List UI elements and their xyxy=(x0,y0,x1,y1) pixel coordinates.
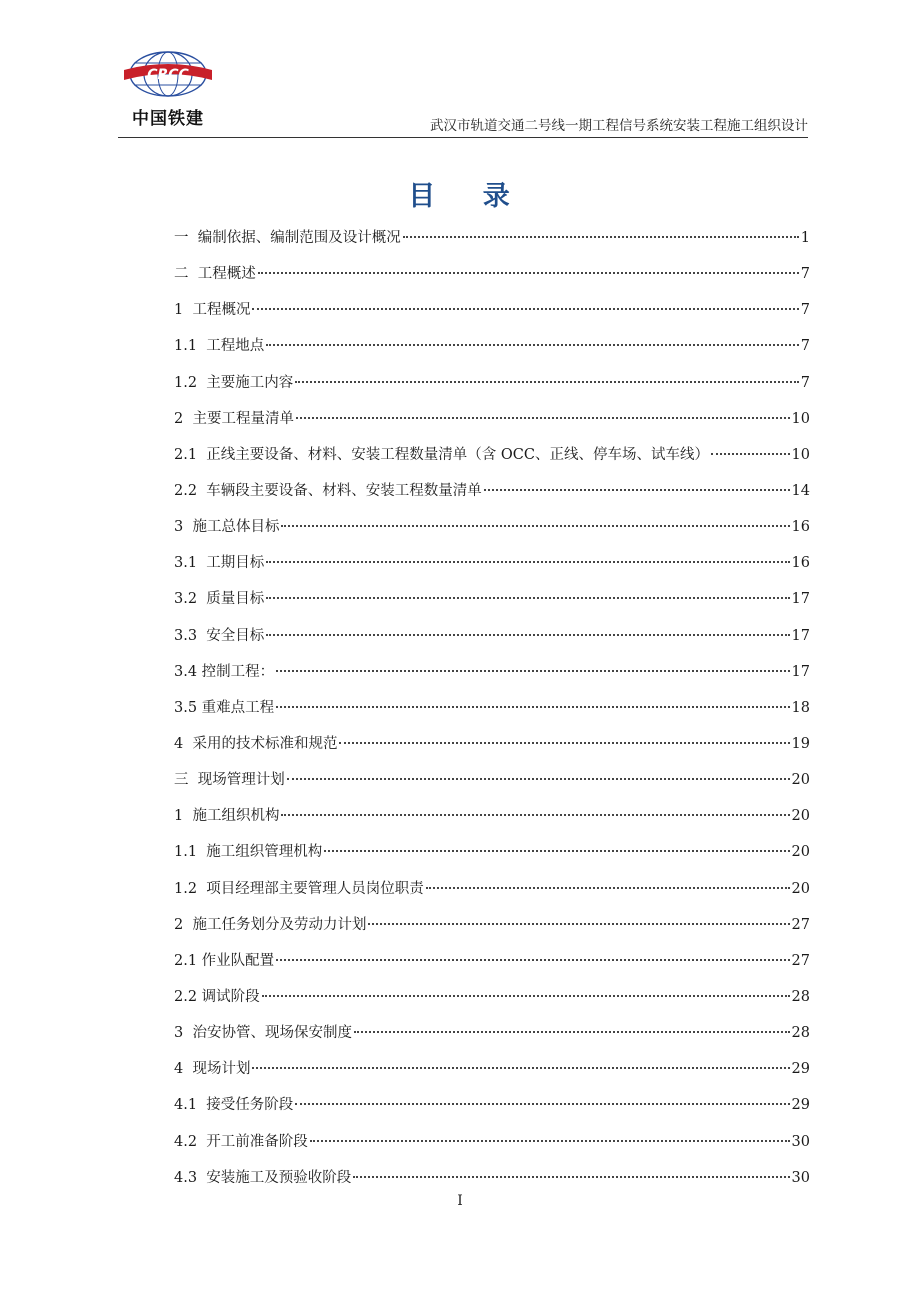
toc-entry[interactable] xyxy=(174,260,810,296)
toc-entry[interactable] xyxy=(174,730,810,766)
toc-entry-label: 2.1 正线主要设备、材料、安装工程数量清单（含 OCC、正线、停车场、试车线） xyxy=(174,446,709,463)
toc-entry[interactable] xyxy=(174,332,810,368)
toc-entry-label: 2.2 车辆段主要设备、材料、安装工程数量清单 xyxy=(174,482,482,499)
toc-entry-label: 1.1 施工组织管理机构 xyxy=(174,844,323,861)
toc-dot-leader xyxy=(711,453,790,455)
toc-entry[interactable] xyxy=(174,911,810,947)
toc-entry-label: 3.3 安全目标 xyxy=(174,627,265,644)
toc-entry-page: 17 xyxy=(791,591,810,608)
toc-entry[interactable] xyxy=(174,947,810,983)
toc-entry[interactable] xyxy=(174,441,810,477)
toc-dot-leader xyxy=(281,814,789,816)
toc-entry[interactable] xyxy=(174,694,810,730)
toc-entry-label: 3.5 重难点工程 xyxy=(174,699,275,716)
toc-entry[interactable] xyxy=(174,224,810,260)
toc-entry-page: 7 xyxy=(800,338,810,355)
toc-entry-label: 一 编制依据、编制范围及设计概况 xyxy=(174,230,401,246)
toc-dot-leader xyxy=(281,525,789,527)
toc-entry-page: 16 xyxy=(791,519,810,536)
toc-dot-leader xyxy=(295,381,798,383)
toc-entry-page: 28 xyxy=(791,988,810,1005)
toc-entry[interactable] xyxy=(174,875,810,911)
toc-entry-label: 4.3 安装施工及预验收阶段 xyxy=(174,1169,352,1186)
toc-dot-leader xyxy=(276,670,789,672)
toc-entry-label: 1 施工组织机构 xyxy=(174,808,280,825)
toc-entry[interactable] xyxy=(174,658,810,694)
toc-entry[interactable] xyxy=(174,549,810,585)
logo-subtitle: 中国铁建 xyxy=(132,109,204,129)
toc-entry-page: 29 xyxy=(791,1061,810,1078)
toc-entry-label: 2 主要工程量清单 xyxy=(174,410,294,427)
toc-entry-page: 10 xyxy=(791,410,810,427)
toc-dot-leader xyxy=(403,236,799,238)
toc-entry-label: 2.2 调试阶段 xyxy=(174,988,260,1005)
toc-dot-leader xyxy=(276,959,789,961)
toc-dot-leader xyxy=(266,561,789,563)
toc-entry-page: 20 xyxy=(791,880,810,897)
toc-title: 目 录 xyxy=(408,181,512,212)
toc-entry[interactable] xyxy=(174,405,810,441)
toc-dot-leader xyxy=(368,923,789,925)
toc-dot-leader xyxy=(258,272,799,274)
toc-entry[interactable] xyxy=(174,766,810,802)
toc-entry[interactable] xyxy=(174,477,810,513)
toc-entry-label: 1 工程概况 xyxy=(174,302,251,319)
toc-entry-page: 7 xyxy=(800,302,810,319)
toc-entry[interactable] xyxy=(174,585,810,621)
toc-dot-leader xyxy=(252,308,798,310)
toc-entry[interactable] xyxy=(174,369,810,405)
toc-entry-page: 28 xyxy=(791,1025,810,1042)
toc-entry-label: 4 采用的技术标准和规范 xyxy=(174,735,338,752)
toc-entry-page: 16 xyxy=(791,555,810,572)
toc-entry-page: 7 xyxy=(800,266,810,283)
toc-entry-page: 1 xyxy=(800,230,810,246)
toc-entry-label: 3.4 控制工程： xyxy=(174,663,275,680)
toc-entry-label: 1.2 项目经理部主要管理人员岗位职责 xyxy=(174,880,424,897)
toc-entry-page: 17 xyxy=(791,627,810,644)
toc-entry-page: 20 xyxy=(791,844,810,861)
toc-dot-leader xyxy=(252,1067,789,1069)
toc-entry-page: 27 xyxy=(791,952,810,969)
toc-entry-page: 17 xyxy=(791,663,810,680)
toc-dot-leader xyxy=(262,995,790,997)
crcc-emblem-icon xyxy=(118,50,218,102)
crcc-logo xyxy=(118,50,218,129)
toc-entry-label: 4 现场计划 xyxy=(174,1061,251,1078)
toc-dot-leader xyxy=(295,1103,789,1105)
toc-dot-leader xyxy=(484,489,790,491)
document-title: 武汉市轨道交通二号线一期工程信号系统安装工程施工组织设计 xyxy=(430,118,808,134)
toc-entry[interactable] xyxy=(174,983,810,1019)
toc-entry-label: 2 施工任务划分及劳动力计划 xyxy=(174,916,367,933)
toc-entry-label: 3 施工总体目标 xyxy=(174,519,280,536)
toc-entry[interactable] xyxy=(174,1055,810,1091)
toc-entry-page: 10 xyxy=(791,446,810,463)
toc-entry-page: 7 xyxy=(800,374,810,391)
toc-entry[interactable] xyxy=(174,513,810,549)
toc-entry[interactable] xyxy=(174,1019,810,1055)
toc-dot-leader xyxy=(266,597,789,599)
toc-dot-leader xyxy=(276,706,789,708)
toc-dot-leader xyxy=(324,850,789,852)
header-divider xyxy=(118,137,808,138)
toc-entry[interactable] xyxy=(174,802,810,838)
toc-entry[interactable] xyxy=(174,296,810,332)
toc-entry-label: 4.2 开工前准备阶段 xyxy=(174,1133,308,1150)
toc-entry-label: 3.2 质量目标 xyxy=(174,591,265,608)
table-of-contents xyxy=(174,224,810,1200)
toc-entry-label: 二 工程概述 xyxy=(174,266,256,283)
toc-entry[interactable] xyxy=(174,622,810,658)
toc-entry-page: 27 xyxy=(791,916,810,933)
toc-dot-leader xyxy=(266,634,789,636)
toc-entry[interactable] xyxy=(174,838,810,874)
toc-entry-page: 20 xyxy=(791,808,810,825)
toc-dot-leader xyxy=(310,1140,790,1142)
toc-entry-page: 30 xyxy=(791,1133,810,1150)
logo-wordmark: CRCC xyxy=(147,67,189,83)
toc-entry-label: 4.1 接受任务阶段 xyxy=(174,1097,294,1114)
toc-entry[interactable] xyxy=(174,1128,810,1164)
toc-entry[interactable] xyxy=(174,1091,810,1127)
toc-entry-page: 14 xyxy=(791,482,810,499)
toc-dot-leader xyxy=(287,778,790,780)
toc-entry-page: 29 xyxy=(791,1097,810,1114)
toc-entry-label: 1.2 主要施工内容 xyxy=(174,374,294,391)
toc-entry-page: 20 xyxy=(791,772,810,789)
toc-entry-label: 3 治安协管、现场保安制度 xyxy=(174,1025,352,1042)
toc-dot-leader xyxy=(296,417,790,419)
toc-dot-leader xyxy=(353,1176,789,1178)
toc-entry-page: 18 xyxy=(791,699,810,716)
toc-entry-page: 19 xyxy=(791,735,810,752)
toc-entry-label: 2.1 作业队配置 xyxy=(174,952,275,969)
toc-entry-label: 三 现场管理计划 xyxy=(174,772,285,789)
toc-entry-label: 3.1 工期目标 xyxy=(174,555,265,572)
page-number: I xyxy=(457,1193,463,1209)
toc-dot-leader xyxy=(266,344,798,346)
toc-dot-leader xyxy=(354,1031,790,1033)
toc-dot-leader xyxy=(339,742,789,744)
toc-entry-label: 1.1 工程地点 xyxy=(174,338,265,355)
toc-dot-leader xyxy=(426,887,790,889)
toc-entry-page: 30 xyxy=(791,1169,810,1186)
